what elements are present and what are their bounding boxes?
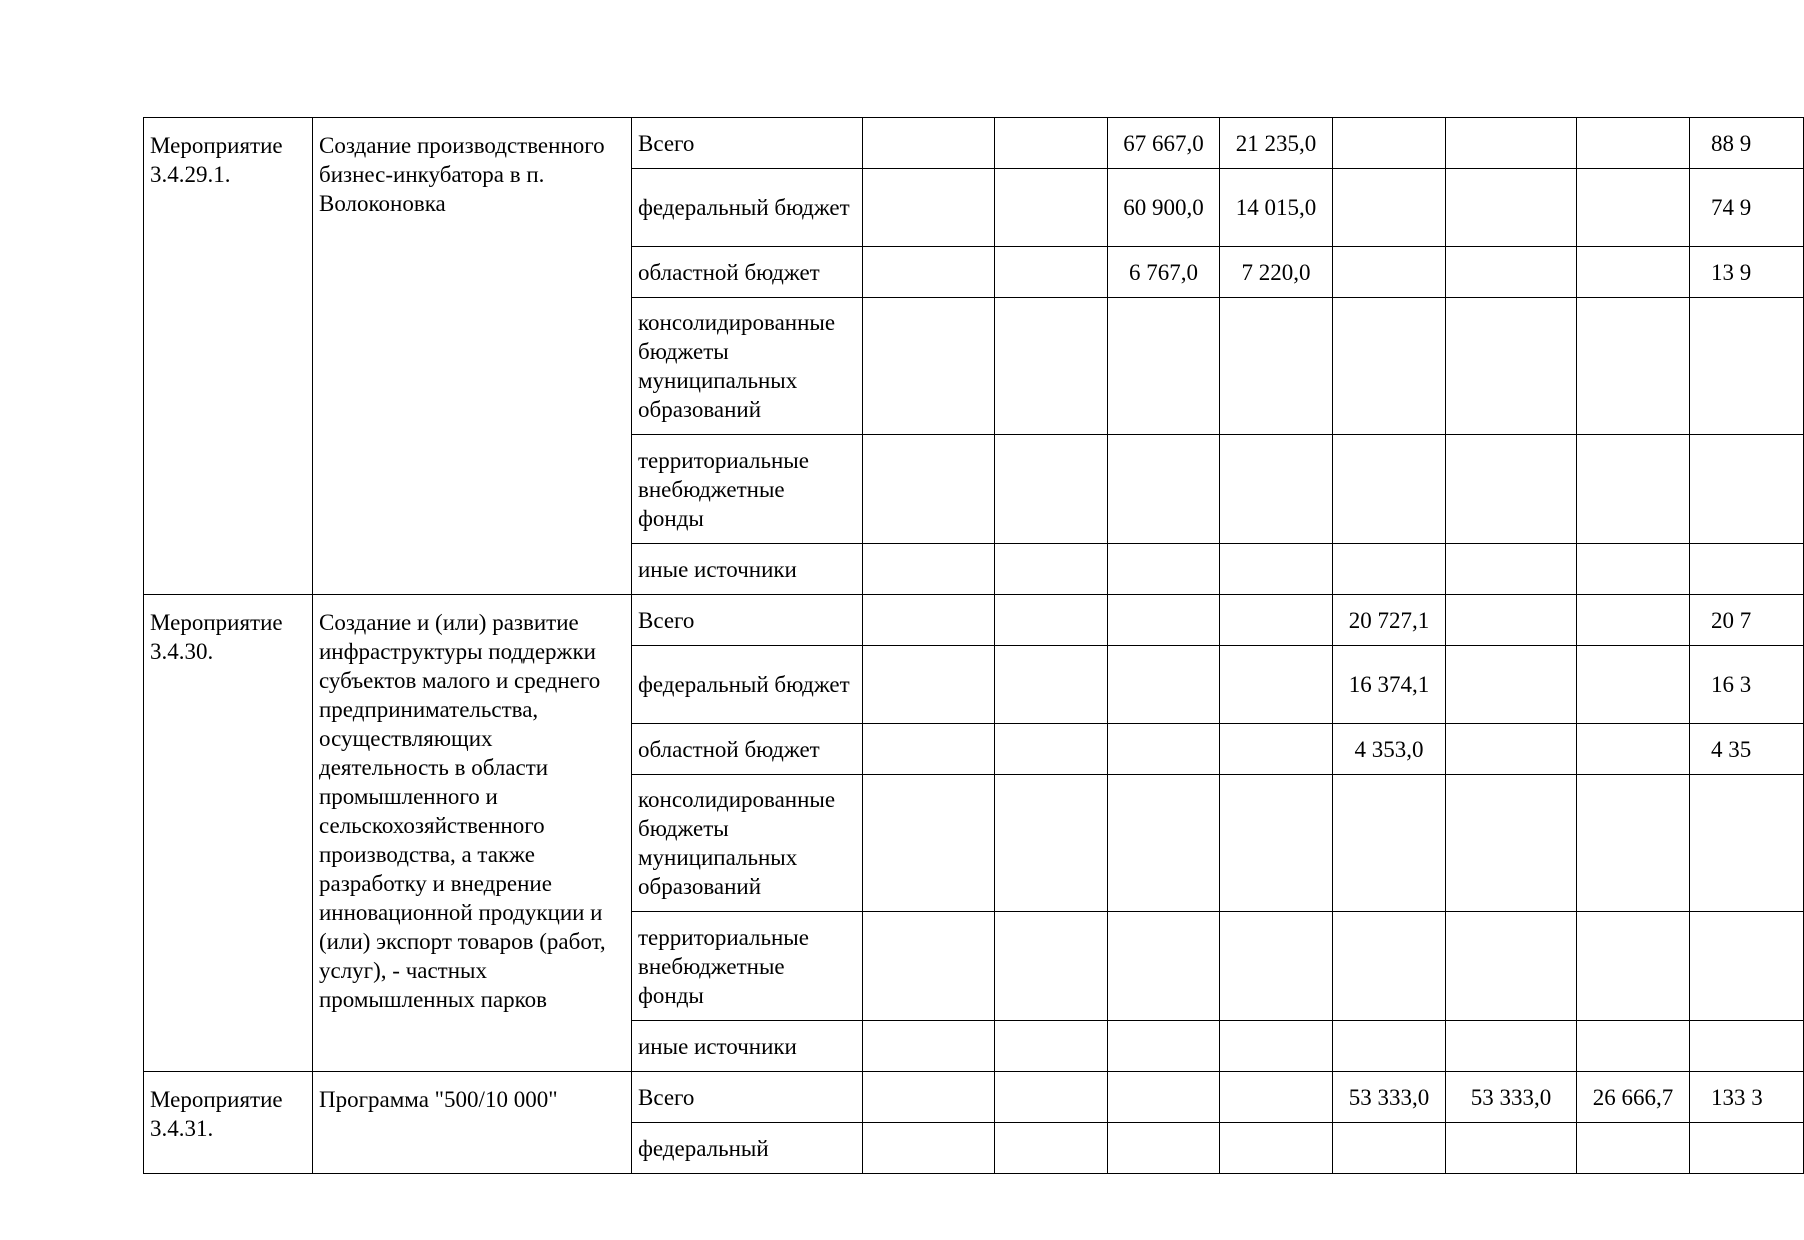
- amount-cell: 13 9: [1690, 247, 1804, 298]
- amount-cell: [1690, 912, 1804, 1021]
- amount-cell: 67 667,0: [1108, 118, 1220, 169]
- event-description-cell: Создание производственного бизнес-инкубатора в п. Волоконовка: [313, 118, 632, 595]
- funding-source-cell: Всего: [632, 1072, 863, 1123]
- funding-source-cell: федеральный: [632, 1123, 863, 1174]
- amount-cell: [995, 435, 1108, 544]
- amount-cell: [863, 595, 995, 646]
- amount-cell: [863, 247, 995, 298]
- amount-cell: [1108, 1021, 1220, 1072]
- amount-cell: [1108, 1123, 1220, 1174]
- amount-cell: 16 374,1: [1333, 646, 1446, 724]
- funding-source-cell: федеральный бюджет: [632, 169, 863, 247]
- amount-cell: [1220, 646, 1333, 724]
- amount-cell: [1577, 435, 1690, 544]
- amount-cell: [1333, 247, 1446, 298]
- funding-source-cell: консолидированные бюджеты муниципальных образований: [632, 298, 863, 435]
- amount-cell: [1446, 544, 1577, 595]
- event-label-cell: Мероприятие 3.4.29.1.: [144, 118, 313, 595]
- funding-source-cell: консолидированные бюджеты муниципальных образований: [632, 775, 863, 912]
- amount-cell: [863, 646, 995, 724]
- amount-cell: [1577, 1123, 1690, 1174]
- amount-cell: [863, 1021, 995, 1072]
- amount-cell: [995, 298, 1108, 435]
- amount-cell: [995, 1123, 1108, 1174]
- amount-cell: [1220, 435, 1333, 544]
- amount-cell: [1690, 1123, 1804, 1174]
- budget-table: [143, 117, 1804, 1174]
- amount-cell: [863, 912, 995, 1021]
- amount-cell: [863, 435, 995, 544]
- amount-cell: [1446, 775, 1577, 912]
- amount-cell: 74 9: [1690, 169, 1804, 247]
- amount-cell: [1446, 724, 1577, 775]
- amount-cell: [1577, 912, 1690, 1021]
- amount-cell: [1690, 1021, 1804, 1072]
- amount-cell: [995, 646, 1108, 724]
- amount-cell: [1690, 544, 1804, 595]
- amount-cell: [1333, 169, 1446, 247]
- amount-cell: [863, 298, 995, 435]
- table-row: [144, 118, 1804, 169]
- amount-cell: [1108, 595, 1220, 646]
- amount-cell: [1220, 1072, 1333, 1123]
- amount-cell: [1333, 544, 1446, 595]
- amount-cell: [1108, 298, 1220, 435]
- funding-source-cell: территориальные внебюджетные фонды: [632, 435, 863, 544]
- amount-cell: [1577, 775, 1690, 912]
- amount-cell: [1446, 1123, 1577, 1174]
- amount-cell: [995, 544, 1108, 595]
- amount-cell: [1577, 595, 1690, 646]
- amount-cell: [1446, 298, 1577, 435]
- funding-source-cell: областной бюджет: [632, 247, 863, 298]
- amount-cell: 53 333,0: [1446, 1072, 1577, 1123]
- amount-cell: [863, 724, 995, 775]
- amount-cell: 53 333,0: [1333, 1072, 1446, 1123]
- event-description-cell: Программа "500/10 000": [313, 1072, 632, 1174]
- amount-cell: [1108, 646, 1220, 724]
- funding-source-cell: Всего: [632, 595, 863, 646]
- amount-cell: [1577, 724, 1690, 775]
- event-label-cell: Мероприятие 3.4.31.: [144, 1072, 313, 1174]
- amount-cell: [1577, 646, 1690, 724]
- amount-cell: 133 3: [1690, 1072, 1804, 1123]
- funding-source-cell: федеральный бюджет: [632, 646, 863, 724]
- amount-cell: [1220, 544, 1333, 595]
- amount-cell: [1108, 1072, 1220, 1123]
- amount-cell: [1220, 595, 1333, 646]
- amount-cell: [863, 775, 995, 912]
- amount-cell: 14 015,0: [1220, 169, 1333, 247]
- amount-cell: [1108, 435, 1220, 544]
- amount-cell: 60 900,0: [1108, 169, 1220, 247]
- amount-cell: 7 220,0: [1220, 247, 1333, 298]
- amount-cell: 4 353,0: [1333, 724, 1446, 775]
- amount-cell: 20 727,1: [1333, 595, 1446, 646]
- amount-cell: [1220, 724, 1333, 775]
- funding-source-cell: иные источники: [632, 1021, 863, 1072]
- amount-cell: [1333, 298, 1446, 435]
- amount-cell: [1446, 435, 1577, 544]
- amount-cell: [1446, 169, 1577, 247]
- amount-cell: [1577, 544, 1690, 595]
- funding-source-cell: областной бюджет: [632, 724, 863, 775]
- amount-cell: [1690, 775, 1804, 912]
- amount-cell: [995, 912, 1108, 1021]
- funding-source-cell: иные источники: [632, 544, 863, 595]
- amount-cell: [1220, 1021, 1333, 1072]
- amount-cell: [1333, 775, 1446, 912]
- amount-cell: [1220, 298, 1333, 435]
- amount-cell: [1577, 1021, 1690, 1072]
- amount-cell: [1577, 169, 1690, 247]
- amount-cell: 88 9: [1690, 118, 1804, 169]
- amount-cell: [1220, 775, 1333, 912]
- amount-cell: [1446, 912, 1577, 1021]
- amount-cell: [995, 724, 1108, 775]
- amount-cell: 16 3: [1690, 646, 1804, 724]
- amount-cell: [863, 118, 995, 169]
- amount-cell: [1446, 118, 1577, 169]
- amount-cell: [863, 169, 995, 247]
- amount-cell: [863, 544, 995, 595]
- amount-cell: [1446, 247, 1577, 298]
- amount-cell: [1690, 435, 1804, 544]
- amount-cell: 6 767,0: [1108, 247, 1220, 298]
- amount-cell: [995, 775, 1108, 912]
- amount-cell: [1690, 298, 1804, 435]
- amount-cell: [1108, 775, 1220, 912]
- amount-cell: [1577, 247, 1690, 298]
- amount-cell: 4 35: [1690, 724, 1804, 775]
- amount-cell: [863, 1123, 995, 1174]
- amount-cell: [1108, 724, 1220, 775]
- amount-cell: [1108, 912, 1220, 1021]
- amount-cell: [1333, 1021, 1446, 1072]
- amount-cell: [1333, 1123, 1446, 1174]
- amount-cell: [863, 1072, 995, 1123]
- table-row: [144, 1072, 1804, 1123]
- amount-cell: [1220, 1123, 1333, 1174]
- amount-cell: [1446, 1021, 1577, 1072]
- table-row: [144, 595, 1804, 646]
- event-description-cell: Создание и (или) развитие инфраструктуры поддержки субъектов малого и среднего предпринимательства, осуществляющих деятельность в области промышленного и сельскохозяйственного производства, а также разработку и внедрение инновационной продукции и (или) экспорт товаров (работ, услуг), - частных промышленных парков: [313, 595, 632, 1072]
- amount-cell: [995, 118, 1108, 169]
- amount-cell: [1333, 118, 1446, 169]
- amount-cell: [1108, 544, 1220, 595]
- amount-cell: [1577, 118, 1690, 169]
- amount-cell: [995, 1072, 1108, 1123]
- amount-cell: [995, 1021, 1108, 1072]
- amount-cell: [1333, 435, 1446, 544]
- event-label-cell: Мероприятие 3.4.30.: [144, 595, 313, 1072]
- amount-cell: [995, 595, 1108, 646]
- amount-cell: [1446, 595, 1577, 646]
- amount-cell: [1333, 912, 1446, 1021]
- funding-source-cell: территориальные внебюджетные фонды: [632, 912, 863, 1021]
- amount-cell: [995, 169, 1108, 247]
- amount-cell: 26 666,7: [1577, 1072, 1690, 1123]
- amount-cell: [995, 247, 1108, 298]
- amount-cell: 20 7: [1690, 595, 1804, 646]
- amount-cell: [1220, 912, 1333, 1021]
- amount-cell: [1446, 646, 1577, 724]
- funding-source-cell: Всего: [632, 118, 863, 169]
- amount-cell: 21 235,0: [1220, 118, 1333, 169]
- amount-cell: [1577, 298, 1690, 435]
